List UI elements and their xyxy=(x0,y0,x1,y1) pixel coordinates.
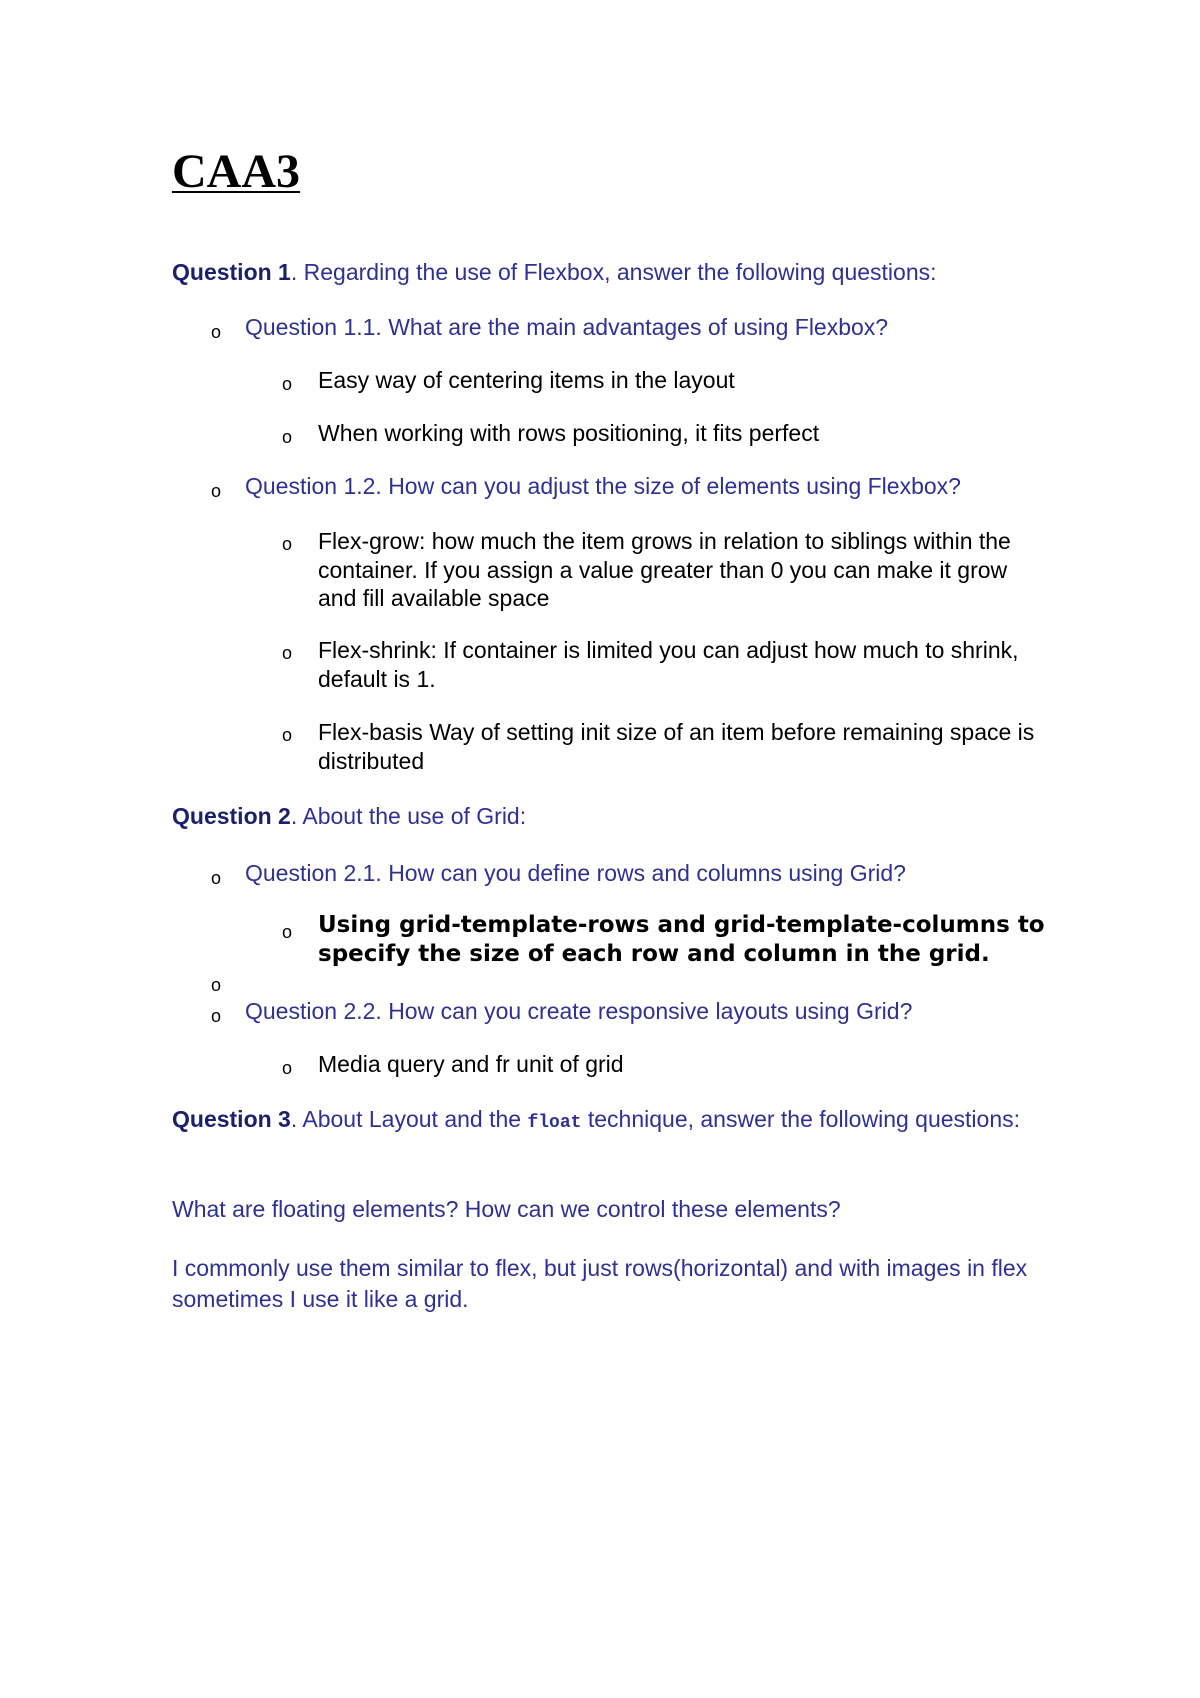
answer-1-2-b: Flex-shrink: If container is limited you can adjust how much to shrink, default is 1. xyxy=(318,637,1019,692)
question-3-prompt: What are floating elements? How can we control these elements? xyxy=(172,1196,841,1222)
answer-1-2-a: Flex-grow: how much the item grows in relation to siblings within the container. If you assign a value greater than 0 you can make it grow and fill available space xyxy=(318,528,1011,611)
question-3-heading xyxy=(172,1104,1052,1139)
answer-1-1-b: When working with rows positioning, it fits perfect xyxy=(318,420,820,446)
question-1-text: . Regarding the use of Flexbox, answer the following questions: xyxy=(290,259,937,285)
question-2-1: Question 2.1. How can you define rows and columns using Grid? xyxy=(245,860,906,886)
bullet-icon: o xyxy=(282,643,293,663)
bullet-icon: o xyxy=(211,1006,222,1026)
question-3-text-before: . About Layout and the xyxy=(290,1106,528,1132)
question-2-heading xyxy=(172,801,1052,831)
bullet-icon: o xyxy=(211,481,222,501)
bullet-icon: o xyxy=(282,534,293,554)
answer-2-2-a: Media query and fr unit of grid xyxy=(318,1051,624,1077)
question-3-answer: I commonly use them similar to flex, but just rows(horizontal) and with images in flex sometimes I use it like a grid. xyxy=(172,1255,1028,1312)
question-2-text: . About the use of Grid: xyxy=(290,803,527,829)
answer-2-1-a: Using grid-template-rows and grid-template-columns to specify the size of each row and column in the grid. xyxy=(318,912,1045,967)
answer-1-2-c: Flex-basis Way of setting init size of an item before remaining space is distributed xyxy=(318,719,1035,774)
question-2-label: Question 2 xyxy=(172,803,291,829)
bullet-icon: o xyxy=(282,374,293,394)
question-1-label: Question 1 xyxy=(172,259,291,285)
float-code: float xyxy=(527,1113,582,1133)
bullet-icon: o xyxy=(211,868,222,888)
bullet-icon: o xyxy=(282,922,293,942)
bullet-icon: o xyxy=(211,975,222,995)
question-3-label: Question 3 xyxy=(172,1106,291,1132)
question-1-1: Question 1.1. What are the main advantages of using Flexbox? xyxy=(245,314,889,340)
bullet-icon: o xyxy=(282,427,293,447)
question-1-heading xyxy=(172,257,1052,287)
bullet-icon: o xyxy=(282,725,293,745)
question-2-2: Question 2.2. How can you create responsive layouts using Grid? xyxy=(245,998,913,1024)
bullet-icon: o xyxy=(282,1058,293,1078)
answer-1-1-a: Easy way of centering items in the layout xyxy=(318,367,735,393)
question-3-text-after: technique, answer the following questions: xyxy=(581,1106,1021,1132)
document-title: CAA3 xyxy=(172,145,300,198)
question-1-2: Question 1.2. How can you adjust the size of elements using Flexbox? xyxy=(245,473,961,499)
bullet-icon: o xyxy=(211,322,222,342)
